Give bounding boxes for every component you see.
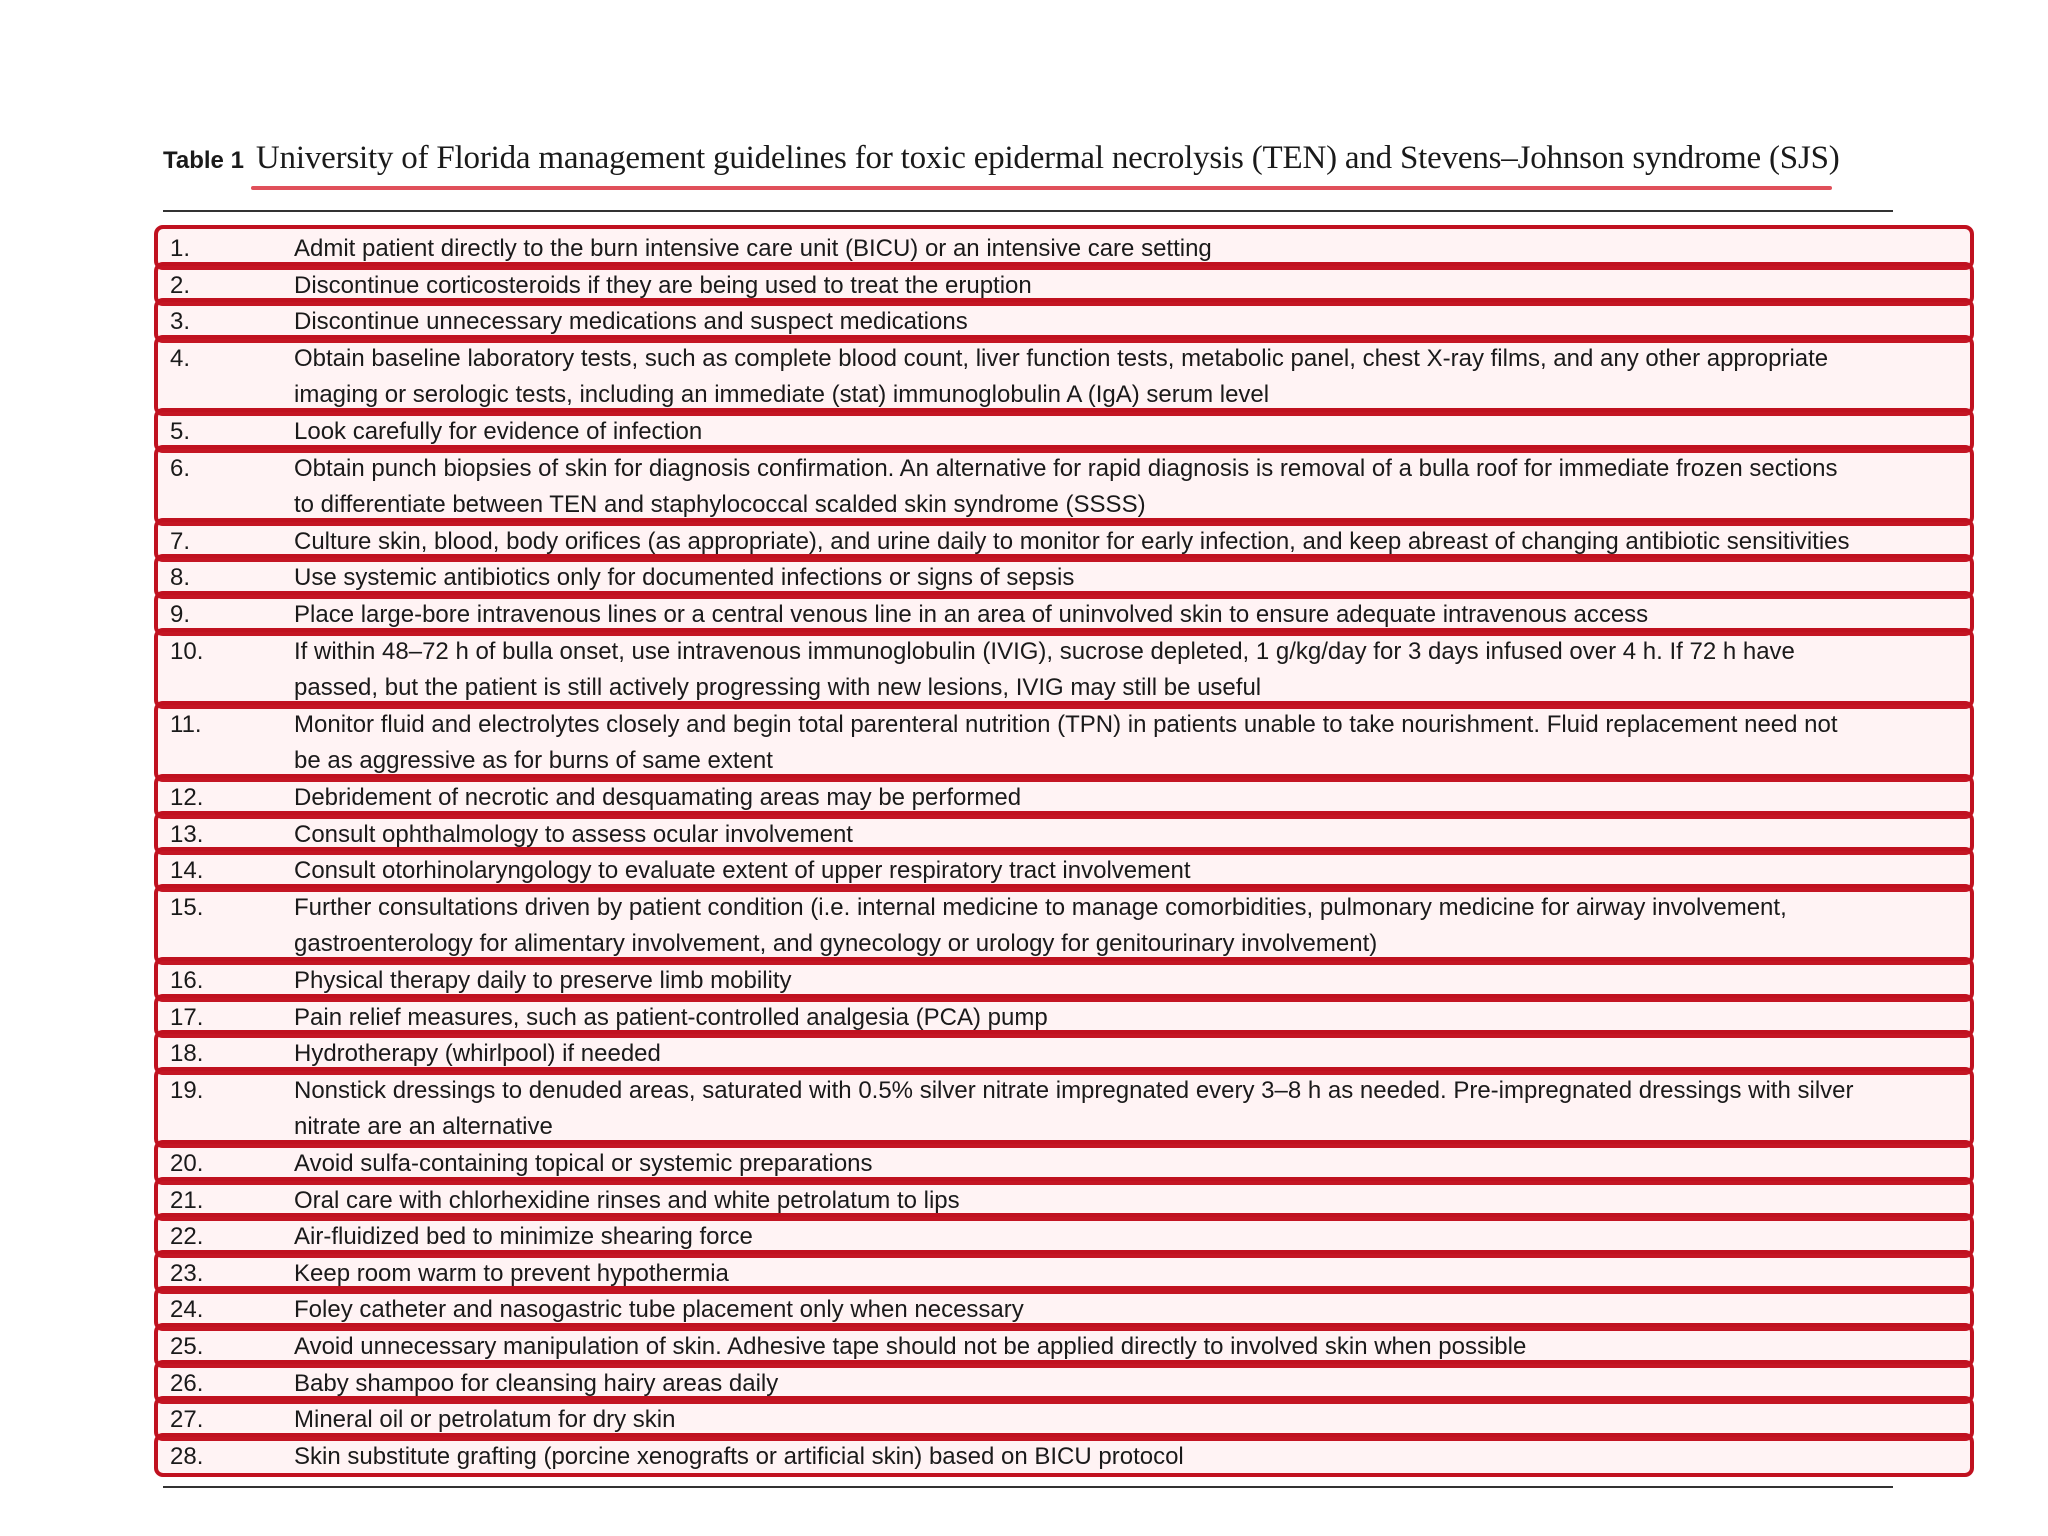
- guideline-number: 24.: [170, 1296, 204, 1324]
- guideline-text-line: Air-fluidized bed to minimize shearing force: [294, 1223, 753, 1251]
- guideline-text-line: Obtain baseline laboratory tests, such as complete blood count, liver function tests, metabolic panel, chest X-ray films, and any other appropriate: [294, 344, 1829, 372]
- guideline-text-line: Keep room warm to prevent hypothermia: [294, 1259, 729, 1287]
- guideline-text-line: Use systemic antibiotics only for documented infections or signs of sepsis: [294, 564, 1075, 592]
- guideline-text-line: Pain relief measures, such as patient-controlled analgesia (PCA) pump: [294, 1003, 1048, 1031]
- guideline-text-line: Oral care with chlorhexidine rinses and white petrolatum to lips: [294, 1186, 960, 1214]
- guideline-text-line: Debridement of necrotic and desquamating areas may be performed: [294, 784, 1022, 811]
- guideline-number: 10.: [170, 637, 204, 665]
- guideline-row: [154, 1067, 1974, 1148]
- guideline-row: [154, 1433, 1974, 1478]
- guideline-text: [294, 1439, 1954, 1476]
- guideline-text-line: to differentiate between TEN and staphylococcal scalded skin syndrome (SSSS): [294, 491, 1146, 519]
- guideline-number: 18.: [170, 1040, 204, 1068]
- guideline-number: 22.: [170, 1223, 204, 1251]
- guideline-text-line: passed, but the patient is still actively progressing with new lesions, IVIG may still be useful: [294, 674, 1262, 702]
- guideline-text: [294, 1073, 1954, 1146]
- guideline-number: 27.: [170, 1406, 204, 1434]
- guideline-text-line: Monitor fluid and electrolytes closely and begin total parenteral nutrition (TPN) in patients unable to take nourishment. Fluid replacement need not: [294, 710, 1838, 738]
- guideline-text-line: Mineral oil or petrolatum for dry skin: [294, 1406, 676, 1434]
- guideline-number: 25.: [170, 1333, 204, 1360]
- guideline-number: 15.: [170, 893, 204, 921]
- guideline-text-line: gastroenterology for alimentary involvement, and gynecology or urology for genitourinary involvement): [294, 930, 1378, 958]
- guideline-number: 3.: [170, 308, 191, 336]
- guideline-text-line: Avoid unnecessary manipulation of skin. Adhesive tape should not be applied directly to involved skin when possible: [294, 1333, 1527, 1360]
- guideline-text: [294, 634, 1954, 707]
- guideline-text-line: Look carefully for evidence of infection: [294, 418, 703, 445]
- guideline-number: 21.: [170, 1186, 204, 1214]
- table-label: Table 1: [163, 147, 244, 174]
- guideline-text-line: Physical therapy daily to preserve limb mobility: [294, 967, 792, 994]
- guideline-text-line: Admit patient directly to the burn intensive care unit (BICU) or an intensive care setting: [294, 235, 1212, 262]
- guideline-number: 23.: [170, 1259, 204, 1287]
- guideline-number: 17.: [170, 1003, 204, 1031]
- guideline-row: [154, 701, 1974, 782]
- guideline-number: 4.: [170, 344, 191, 372]
- guideline-number: 7.: [170, 527, 191, 555]
- guideline-text: [294, 451, 1954, 524]
- guideline-row: [154, 884, 1974, 965]
- guideline-row: [154, 628, 1974, 709]
- guideline-number: 28.: [170, 1442, 204, 1470]
- guideline-number: 12.: [170, 784, 204, 811]
- guideline-text-line: imaging or serologic tests, including an immediate (stat) immunoglobulin A (IgA) serum level: [294, 381, 1270, 409]
- guideline-text-line: Skin substitute grafting (porcine xenografts or artificial skin) based on BICU protocol: [294, 1442, 1184, 1470]
- guideline-text: [294, 707, 1954, 780]
- guideline-row: [154, 335, 1974, 416]
- guideline-number: 20.: [170, 1150, 204, 1177]
- guideline-number: 1.: [170, 235, 191, 262]
- guideline-text-line: Culture skin, blood, body orifices (as appropriate), and urine daily to monitor for early infection, and keep abreast of changing antibiotic sensitivities: [294, 527, 1850, 555]
- guideline-text-line: Consult ophthalmology to assess ocular involvement: [294, 820, 853, 848]
- guideline-text-line: be as aggressive as for burns of same extent: [294, 747, 773, 775]
- guideline-text-line: If within 48–72 h of bulla onset, use intravenous immunoglobulin (IVIG), sucrose depleted, 1 g/kg/day for 3 days infused over 4 h. If 72 h have: [294, 637, 1795, 665]
- guideline-text-line: Foley catheter and nasogastric tube placement only when necessary: [294, 1296, 1024, 1324]
- guideline-text: [294, 341, 1954, 414]
- guideline-text-line: Baby shampoo for cleansing hairy areas daily: [294, 1369, 779, 1397]
- guideline-text-line: Discontinue corticosteroids if they are being used to treat the eruption: [294, 271, 1032, 299]
- guideline-number: 9.: [170, 601, 191, 628]
- guideline-number: 13.: [170, 820, 204, 848]
- guideline-number: 11.: [170, 710, 202, 738]
- guideline-row: [154, 445, 1974, 526]
- guideline-text-line: Avoid sulfa-containing topical or systemic preparations: [294, 1150, 873, 1177]
- guideline-text-line: Consult otorhinolaryngology to evaluate extent of upper respiratory tract involvement: [294, 857, 1191, 885]
- guideline-text-line: Discontinue unnecessary medications and suspect medications: [294, 308, 968, 336]
- guideline-number: 19.: [170, 1076, 204, 1104]
- guideline-text-line: Place large-bore intravenous lines or a central venous line in an area of uninvolved skin to ensure adequate intravenous access: [294, 601, 1649, 628]
- guideline-number: 14.: [170, 857, 204, 885]
- guideline-number: 26.: [170, 1369, 204, 1397]
- guideline-text-line: Hydrotherapy (whirlpool) if needed: [294, 1040, 661, 1068]
- guideline-number: 6.: [170, 454, 191, 482]
- guideline-number: 8.: [170, 564, 191, 592]
- guideline-number: 16.: [170, 967, 204, 994]
- guideline-text-line: Further consultations driven by patient condition (i.e. internal medicine to manage comorbidities, pulmonary medicine for airway involvement,: [294, 893, 1787, 921]
- guideline-number: 5.: [170, 418, 191, 445]
- guideline-text-line: Nonstick dressings to denuded areas, saturated with 0.5% silver nitrate impregnated every 3–8 h as needed. Pre-impregnated dressings with silver: [294, 1076, 1854, 1104]
- guideline-text-line: nitrate are an alternative: [294, 1113, 553, 1141]
- table-title: University of Florida management guidelines for toxic epidermal necrolysis (TEN) and Stevens–Johnson syndrome (SJS): [255, 140, 1840, 176]
- guideline-text-line: Obtain punch biopsies of skin for diagnosis confirmation. An alternative for rapid diagnosis is removal of a bulla roof for immediate frozen sections: [294, 454, 1838, 482]
- guideline-text: [294, 890, 1954, 963]
- guideline-number: 2.: [170, 271, 191, 299]
